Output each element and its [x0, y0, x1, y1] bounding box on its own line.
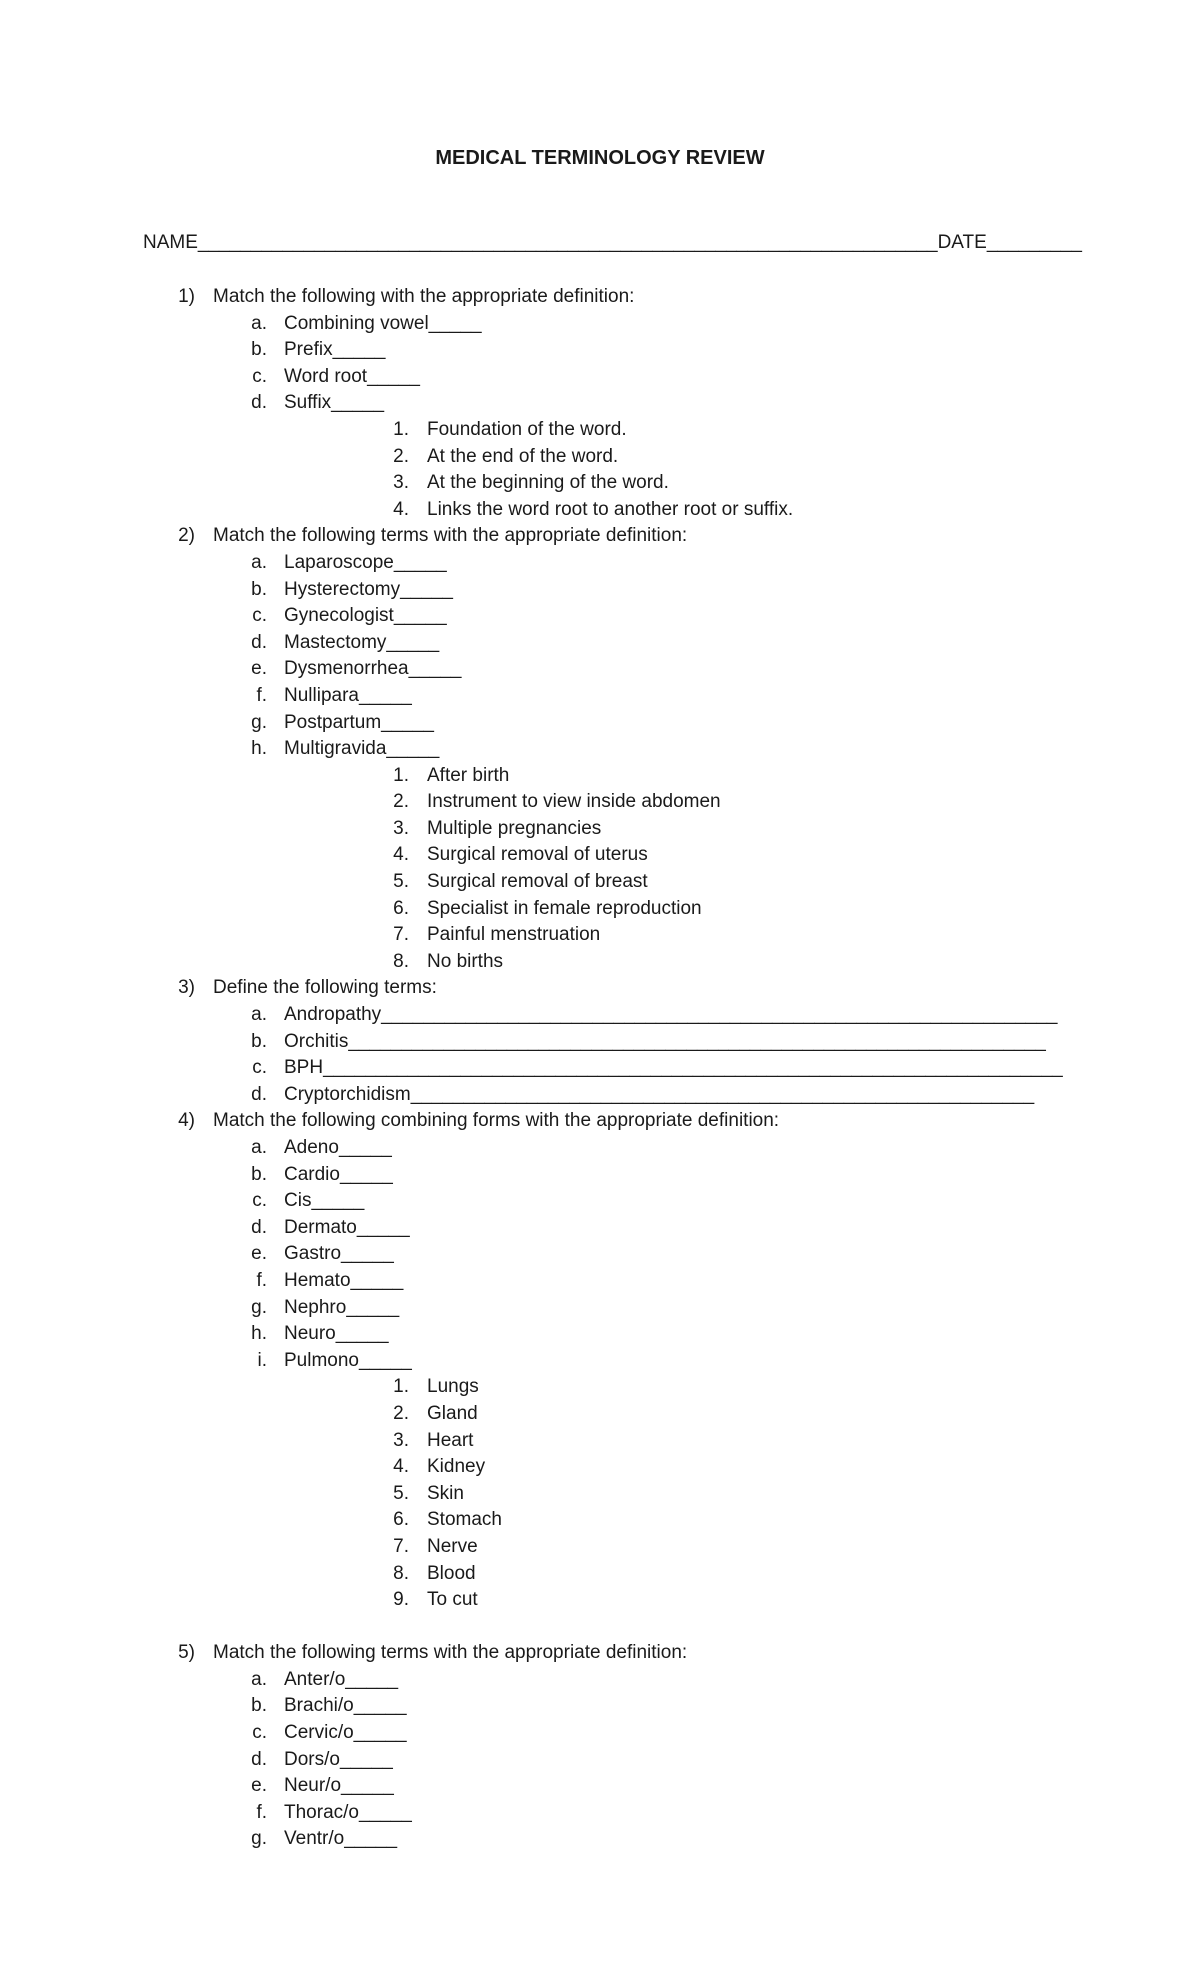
- question-2-item-text: Gynecologist_____: [284, 605, 447, 627]
- question-4-item-marker: i.: [257, 1349, 267, 1371]
- question-4-item-text: Dermato_____: [284, 1216, 410, 1238]
- question-1-item-marker: c.: [252, 365, 267, 387]
- question-1-definition-text: Foundation of the word.: [427, 418, 627, 440]
- question-2-definition-text: Multiple pregnancies: [427, 817, 602, 839]
- question-2-definition: [0, 896, 1200, 923]
- question-4-definition-text: Skin: [427, 1482, 464, 1504]
- question-1-definition-text: At the beginning of the word.: [427, 472, 669, 494]
- question-5-item-marker: c.: [252, 1722, 267, 1744]
- question-2-item-text: Hysterectomy_____: [284, 578, 453, 600]
- question-4-item-text: Gastro_____: [284, 1243, 394, 1265]
- question-2-definition: [0, 816, 1200, 843]
- question-5-item: [0, 1720, 1200, 1747]
- question-4-definition: [0, 1428, 1200, 1455]
- question-4-item-text: Adeno_____: [284, 1137, 392, 1158]
- name-date-line: NAME______________________________________________________________________DATE_________: [143, 232, 1082, 253]
- question-4-definition-marker: 1.: [393, 1376, 409, 1398]
- question-1-definition: [0, 497, 1200, 524]
- question-4-definition-marker: 9.: [393, 1589, 409, 1611]
- question-2-definition-text: Painful menstruation: [427, 924, 601, 946]
- question-4-item-text: Cardio_____: [284, 1163, 393, 1185]
- question-1-item-text: Word root_____: [284, 365, 420, 387]
- question-3-item-marker: d.: [251, 1083, 267, 1105]
- question-5-item-text: Thorac/o_____: [284, 1801, 412, 1823]
- question-4-item: [0, 1162, 1200, 1189]
- question-5-item-marker: f.: [256, 1801, 267, 1823]
- question-1-item-text: Combining vowel_____: [284, 312, 482, 334]
- question-4-definition-marker: 5.: [393, 1482, 409, 1504]
- question-2-item: [0, 683, 1200, 710]
- question-2-definition: [0, 922, 1200, 949]
- question-2-item: [0, 656, 1200, 683]
- question-2-item-text: Nullipara_____: [284, 684, 412, 706]
- question-4-item-marker: b.: [251, 1163, 267, 1185]
- question-2-item: [0, 710, 1200, 737]
- question-2-item-marker: g.: [251, 711, 267, 733]
- question-4-definition: [0, 1401, 1200, 1428]
- question-4-definition-marker: 6.: [393, 1509, 409, 1531]
- question-list: [0, 284, 1200, 1853]
- question-4-definition-text: Stomach: [427, 1509, 502, 1531]
- question-2-definition-marker: 2.: [393, 791, 409, 813]
- question-2-definition: [0, 789, 1200, 816]
- question-4-definition-marker: 4.: [393, 1456, 409, 1478]
- question-3-item-marker: b.: [251, 1030, 267, 1052]
- question-2-definition-text: No births: [427, 950, 504, 972]
- question-4-item-text: Cis_____: [284, 1190, 365, 1212]
- question-5-item-marker: e.: [251, 1775, 267, 1797]
- question-4-definition-text: To cut: [427, 1589, 478, 1611]
- question-4-item: [0, 1348, 1200, 1375]
- question-4-definition-text: Nerve: [427, 1535, 478, 1557]
- question-2-definition-text: After birth: [427, 764, 510, 786]
- question-5-text: Match the following terms with the appropriate definition:: [213, 1642, 688, 1664]
- question-5-item: [0, 1773, 1200, 1800]
- question-1-item-marker: b.: [251, 339, 267, 361]
- question-2-item-text: Multigravida_____: [284, 738, 440, 760]
- question-5-item: [0, 1800, 1200, 1827]
- question-4-item-marker: a.: [251, 1137, 267, 1158]
- question-3-marker: 3): [178, 977, 195, 999]
- question-2-item-text: Postpartum_____: [284, 711, 434, 733]
- question-1-definition-marker: 1.: [393, 418, 409, 440]
- question-1: [0, 284, 1200, 311]
- question-1-text: Match the following with the appropriate definition:: [213, 286, 635, 307]
- question-3-item: [0, 1029, 1200, 1056]
- question-4-definition-text: Blood: [427, 1562, 476, 1584]
- question-3-text: Define the following terms:: [213, 977, 437, 999]
- question-5-item: [0, 1693, 1200, 1720]
- page-title: MEDICAL TERMINOLOGY REVIEW: [435, 147, 765, 169]
- question-3-item-marker: a.: [251, 1004, 267, 1026]
- question-3-item: [0, 1055, 1200, 1082]
- question-2-item-marker: f.: [256, 684, 267, 706]
- question-5-item-text: Anter/o_____: [284, 1668, 399, 1690]
- question-2-item: [0, 577, 1200, 604]
- question-5-item-text: Brachi/o_____: [284, 1695, 407, 1717]
- question-2-definition: [0, 949, 1200, 976]
- question-4-definition: [0, 1507, 1200, 1534]
- question-3-item-text: Orchitis__________________________________________________________________: [284, 1030, 1046, 1052]
- question-5-item-text: Dors/o_____: [284, 1748, 393, 1770]
- question-2-marker: 2): [178, 525, 195, 547]
- question-1-item-text: Prefix_____: [284, 339, 386, 361]
- question-3-item: [0, 1002, 1200, 1029]
- question-1-definition-marker: 2.: [393, 445, 409, 467]
- question-2-definition-text: Instrument to view inside abdomen: [427, 791, 721, 813]
- question-4-item: [0, 1188, 1200, 1215]
- question-1-item: [0, 364, 1200, 391]
- question-4-definition-marker: 7.: [393, 1535, 409, 1557]
- question-2-item-marker: b.: [251, 578, 267, 600]
- question-5-item-text: Cervic/o_____: [284, 1722, 407, 1744]
- question-2-item-marker: d.: [251, 631, 267, 653]
- question-5-item-marker: b.: [251, 1695, 267, 1717]
- question-2-item-marker: a.: [251, 551, 267, 573]
- question-4-definition-marker: 8.: [393, 1562, 409, 1584]
- question-1-definition-marker: 3.: [393, 472, 409, 494]
- question-2-definition-marker: 5.: [393, 871, 409, 893]
- question-1-item-text: Suffix_____: [284, 392, 385, 414]
- question-4: [0, 1108, 1200, 1135]
- question-4-item: [0, 1215, 1200, 1242]
- question-4-definition-text: Kidney: [427, 1456, 486, 1478]
- question-5-item: [0, 1747, 1200, 1774]
- question-2-definition-text: Surgical removal of breast: [427, 871, 648, 893]
- question-3-item-text: Cryptorchidism___________________________________________________________: [284, 1083, 1035, 1105]
- question-5-item-text: Neur/o_____: [284, 1775, 394, 1797]
- question-4-item: [0, 1321, 1200, 1348]
- question-2-definition-text: Specialist in female reproduction: [427, 897, 702, 919]
- question-1-item: [0, 337, 1200, 364]
- question-2-item: [0, 550, 1200, 577]
- question-4-item-marker: h.: [251, 1323, 267, 1345]
- question-2-definition-marker: 4.: [393, 844, 409, 866]
- question-2-definition-marker: 8.: [393, 950, 409, 972]
- question-4-definition: [0, 1454, 1200, 1481]
- question-4-definition-marker: 3.: [393, 1429, 409, 1451]
- question-3-item-text: Andropathy________________________________________________________________: [284, 1004, 1058, 1026]
- question-4-definition-text: Heart: [427, 1429, 474, 1451]
- question-4-item: [0, 1268, 1200, 1295]
- question-1-marker: 1): [178, 286, 195, 307]
- question-1-definition-marker: 4.: [393, 498, 409, 520]
- question-3-item-marker: c.: [252, 1057, 267, 1079]
- question-5-item-marker: d.: [251, 1748, 267, 1770]
- question-5-item-marker: g.: [251, 1828, 267, 1850]
- question-2-definition-marker: 6.: [393, 897, 409, 919]
- question-2-item-text: Dysmenorrhea_____: [284, 658, 462, 680]
- question-4-item-marker: g.: [251, 1296, 267, 1318]
- question-1-item-marker: a.: [251, 312, 267, 334]
- question-3: [0, 975, 1200, 1002]
- question-1-definition: [0, 470, 1200, 497]
- question-3-item: [0, 1082, 1200, 1109]
- question-1-item: [0, 390, 1200, 417]
- question-3-item-text: BPH______________________________________________________________________: [284, 1057, 1063, 1079]
- question-1-item-marker: d.: [251, 392, 267, 414]
- question-2-text: Match the following terms with the appropriate definition:: [213, 525, 688, 547]
- question-4-definition: [0, 1481, 1200, 1508]
- question-4-item: [0, 1295, 1200, 1322]
- question-2-item-text: Mastectomy_____: [284, 631, 440, 653]
- question-4-marker: 4): [178, 1110, 195, 1132]
- question-4-item-marker: f.: [256, 1269, 267, 1291]
- question-2: [0, 523, 1200, 550]
- question-4-definition-text: Gland: [427, 1402, 478, 1424]
- question-1-item: [0, 311, 1200, 338]
- question-4-item-marker: e.: [251, 1243, 267, 1265]
- question-2-definition-marker: 7.: [393, 924, 409, 946]
- question-2-item-text: Laparoscope_____: [284, 551, 447, 573]
- question-4-definition-text: Lungs: [427, 1376, 479, 1398]
- question-4-definition: [0, 1587, 1200, 1614]
- question-1-definition-text: At the end of the word.: [427, 445, 619, 467]
- question-2-definition-marker: 3.: [393, 817, 409, 839]
- question-5: [0, 1640, 1200, 1667]
- question-5-marker: 5): [178, 1642, 195, 1664]
- question-2-definition: [0, 763, 1200, 790]
- question-4-definition: [0, 1374, 1200, 1401]
- question-4-text: Match the following combining forms with the appropriate definition:: [213, 1110, 780, 1132]
- question-4-item-text: Nephro_____: [284, 1296, 400, 1318]
- question-2-item: [0, 736, 1200, 763]
- question-4-definition: [0, 1561, 1200, 1588]
- question-4-item-text: Hemato_____: [284, 1269, 404, 1291]
- question-4-item: [0, 1241, 1200, 1268]
- question-2-definition: [0, 869, 1200, 896]
- question-2-item-marker: e.: [251, 658, 267, 680]
- question-2-item: [0, 603, 1200, 630]
- question-1-definition-text: Links the word root to another root or suffix.: [427, 498, 794, 520]
- question-4-definition: [0, 1534, 1200, 1561]
- question-4-item-marker: c.: [252, 1190, 267, 1212]
- question-2-item-marker: c.: [252, 605, 267, 627]
- question-4-item: [0, 1135, 1200, 1162]
- question-5-item: [0, 1826, 1200, 1853]
- question-1-definition: [0, 417, 1200, 444]
- question-2-definition-marker: 1.: [393, 764, 409, 786]
- question-4-item-text: Neuro_____: [284, 1323, 389, 1345]
- question-2-item-marker: h.: [251, 738, 267, 760]
- section-spacer: [0, 1614, 1200, 1641]
- question-2-definition: [0, 842, 1200, 869]
- question-5-item-marker: a.: [251, 1668, 267, 1690]
- question-2-definition-text: Surgical removal of uterus: [427, 844, 648, 866]
- question-4-item-text: Pulmono_____: [284, 1349, 412, 1371]
- question-4-item-marker: d.: [251, 1216, 267, 1238]
- question-4-definition-marker: 2.: [393, 1402, 409, 1424]
- question-2-item: [0, 630, 1200, 657]
- question-5-item: [0, 1667, 1200, 1694]
- question-1-definition: [0, 444, 1200, 471]
- question-5-item-text: Ventr/o_____: [284, 1828, 398, 1850]
